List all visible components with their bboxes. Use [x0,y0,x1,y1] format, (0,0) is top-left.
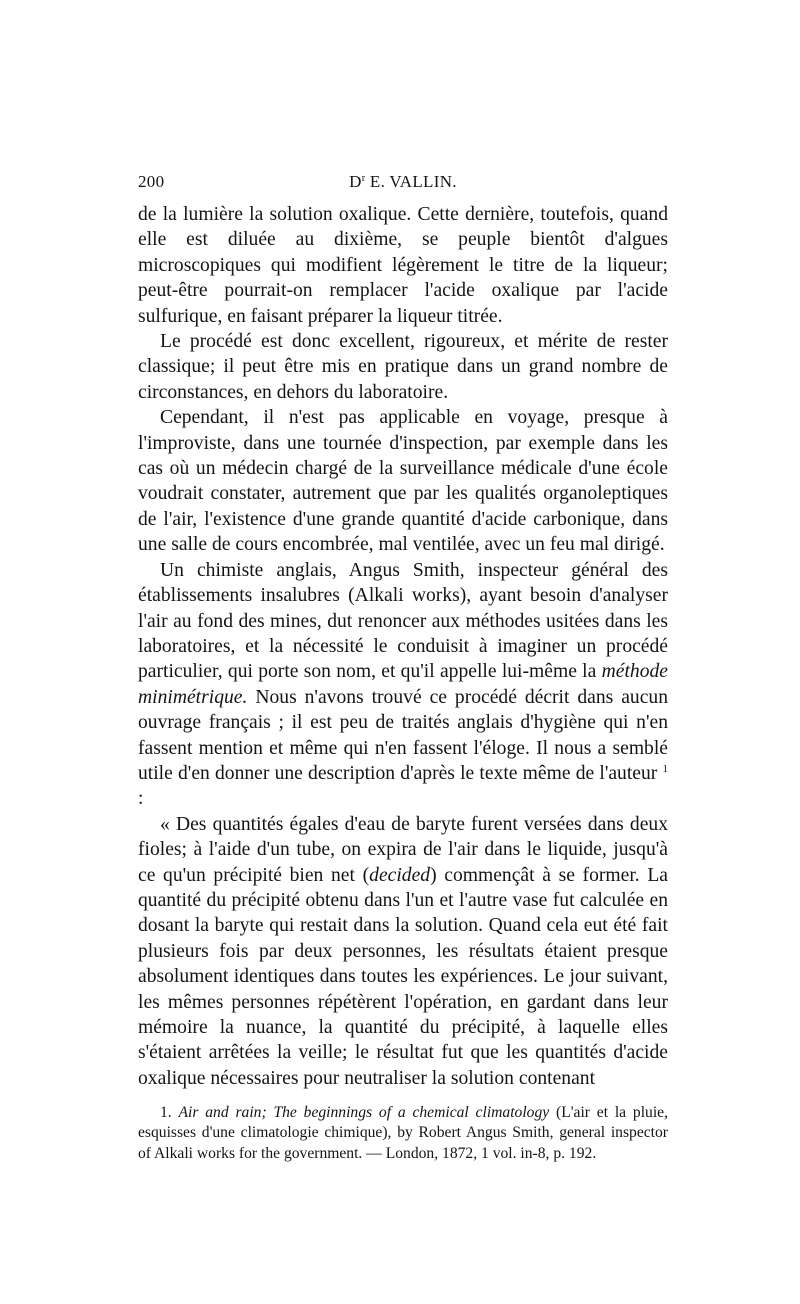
footnotes [138,1103,668,1164]
paragraph-2: Le procédé est donc excellent, rigoureux, et mérite de rester classique; il peut être mis en pratique dans un grand nombre de circonstances, en dehors du laboratoire. [138,331,668,403]
running-head-author [138,172,668,192]
paragraph-4-part-c: : [138,788,144,810]
method-name-italic: méthode minimétrique. [138,661,668,708]
running-head [138,172,668,196]
author-prefix-sup: r [361,173,366,184]
body-text [138,202,668,1091]
author-name: E. VALLIN. [365,172,457,191]
paragraph-5 [138,812,668,1091]
paragraph-1: de la lumière la solution oxalique. Cette dernière, toutefois, quand elle est diluée au dixième, se peuple bientôt d'algues microscopiques qui modifient légèrement le titre de la liqueur; peut-être pourrait-on remplacer l'acide oxalique par l'acide sulfurique, en faisant préparer la liqueur titrée. [138,204,668,327]
paragraph-4-part-b: Nous n'avons trouvé ce procédé décrit dans aucun ouvrage français ; il est peu de traités anglais d'hygiène qui n'en fassent mention et même qui n'en fassent l'éloge. Il nous a semblé utile d'en donner une description d'après le texte même de l'auteur [138,686,668,784]
page-number: 200 [138,172,165,191]
decided-italic: decided [369,864,431,886]
author-prefix: D [349,172,362,191]
footnote-text: (L'air et la pluie, esquisses d'une climatologie chimique), by Robert Angus Smith, general inspector of Alkali works for the government. — London, 1872, 1 vol. in-8, p. 192. [138,1104,668,1162]
footnote-book-title: Air and rain; The beginnings of a chemical climatology [178,1104,550,1122]
footnote-number: 1. [160,1104,179,1122]
paragraph-4-part-a: Un chimiste anglais, Angus Smith, inspecteur général des établissements insalubres (Alkali works), ayant besoin d'analyser l'air au fond des mines, dut renoncer aux méthodes usitées dans les laboratoires, et la nécessité le conduisit à imaginer un procédé particulier, qui porte son nom, et qu'il appelle lui-même la [138,559,668,683]
footnote-reference[interactable]: 1 [662,762,668,775]
paragraph-5-part-b: ) commençât à se former. La quantité du précipité obtenu dans l'un et l'autre vase fut calculée en dosant la baryte qui restait dans la solution. Quand cela eut été fait plusieurs fois par deux personnes, les résultats étaient presque absolument identiques dans toutes les expériences. Le jour suivant, les mêmes personnes répétèrent l'opération, en gardant dans leur mémoire la nuance, la quantité du précipité, à laquelle elles s'étaient arrêtées la veille; le résultat fut que les quantités d'acide oxalique nécessaires pour neutraliser la solution contenant [138,864,668,1089]
paragraph-3: Cependant, il n'est pas applicable en voyage, presque à l'improviste, dans une tournée d'inspection, par exemple dans les cas où un médecin chargé de la surveillance médicale d'une école voudrait constater, autrement que par les qualités organoleptiques de l'air, l'existence d'une grande quantité d'acide carbonique, dans une salle de cours encombrée, mal ventilée, avec un feu mal dirigé. [138,407,668,556]
book-page [138,172,668,1164]
paragraph-4 [138,558,668,812]
paragraph-5-part-a: « Des quantités égales d'eau de baryte furent versées dans deux fioles; à l'aide d'un tube, on expira de l'air dans le liquide, jusqu'à ce qu'un précipité bien net ( [138,813,668,886]
footnote-1 [138,1103,668,1164]
